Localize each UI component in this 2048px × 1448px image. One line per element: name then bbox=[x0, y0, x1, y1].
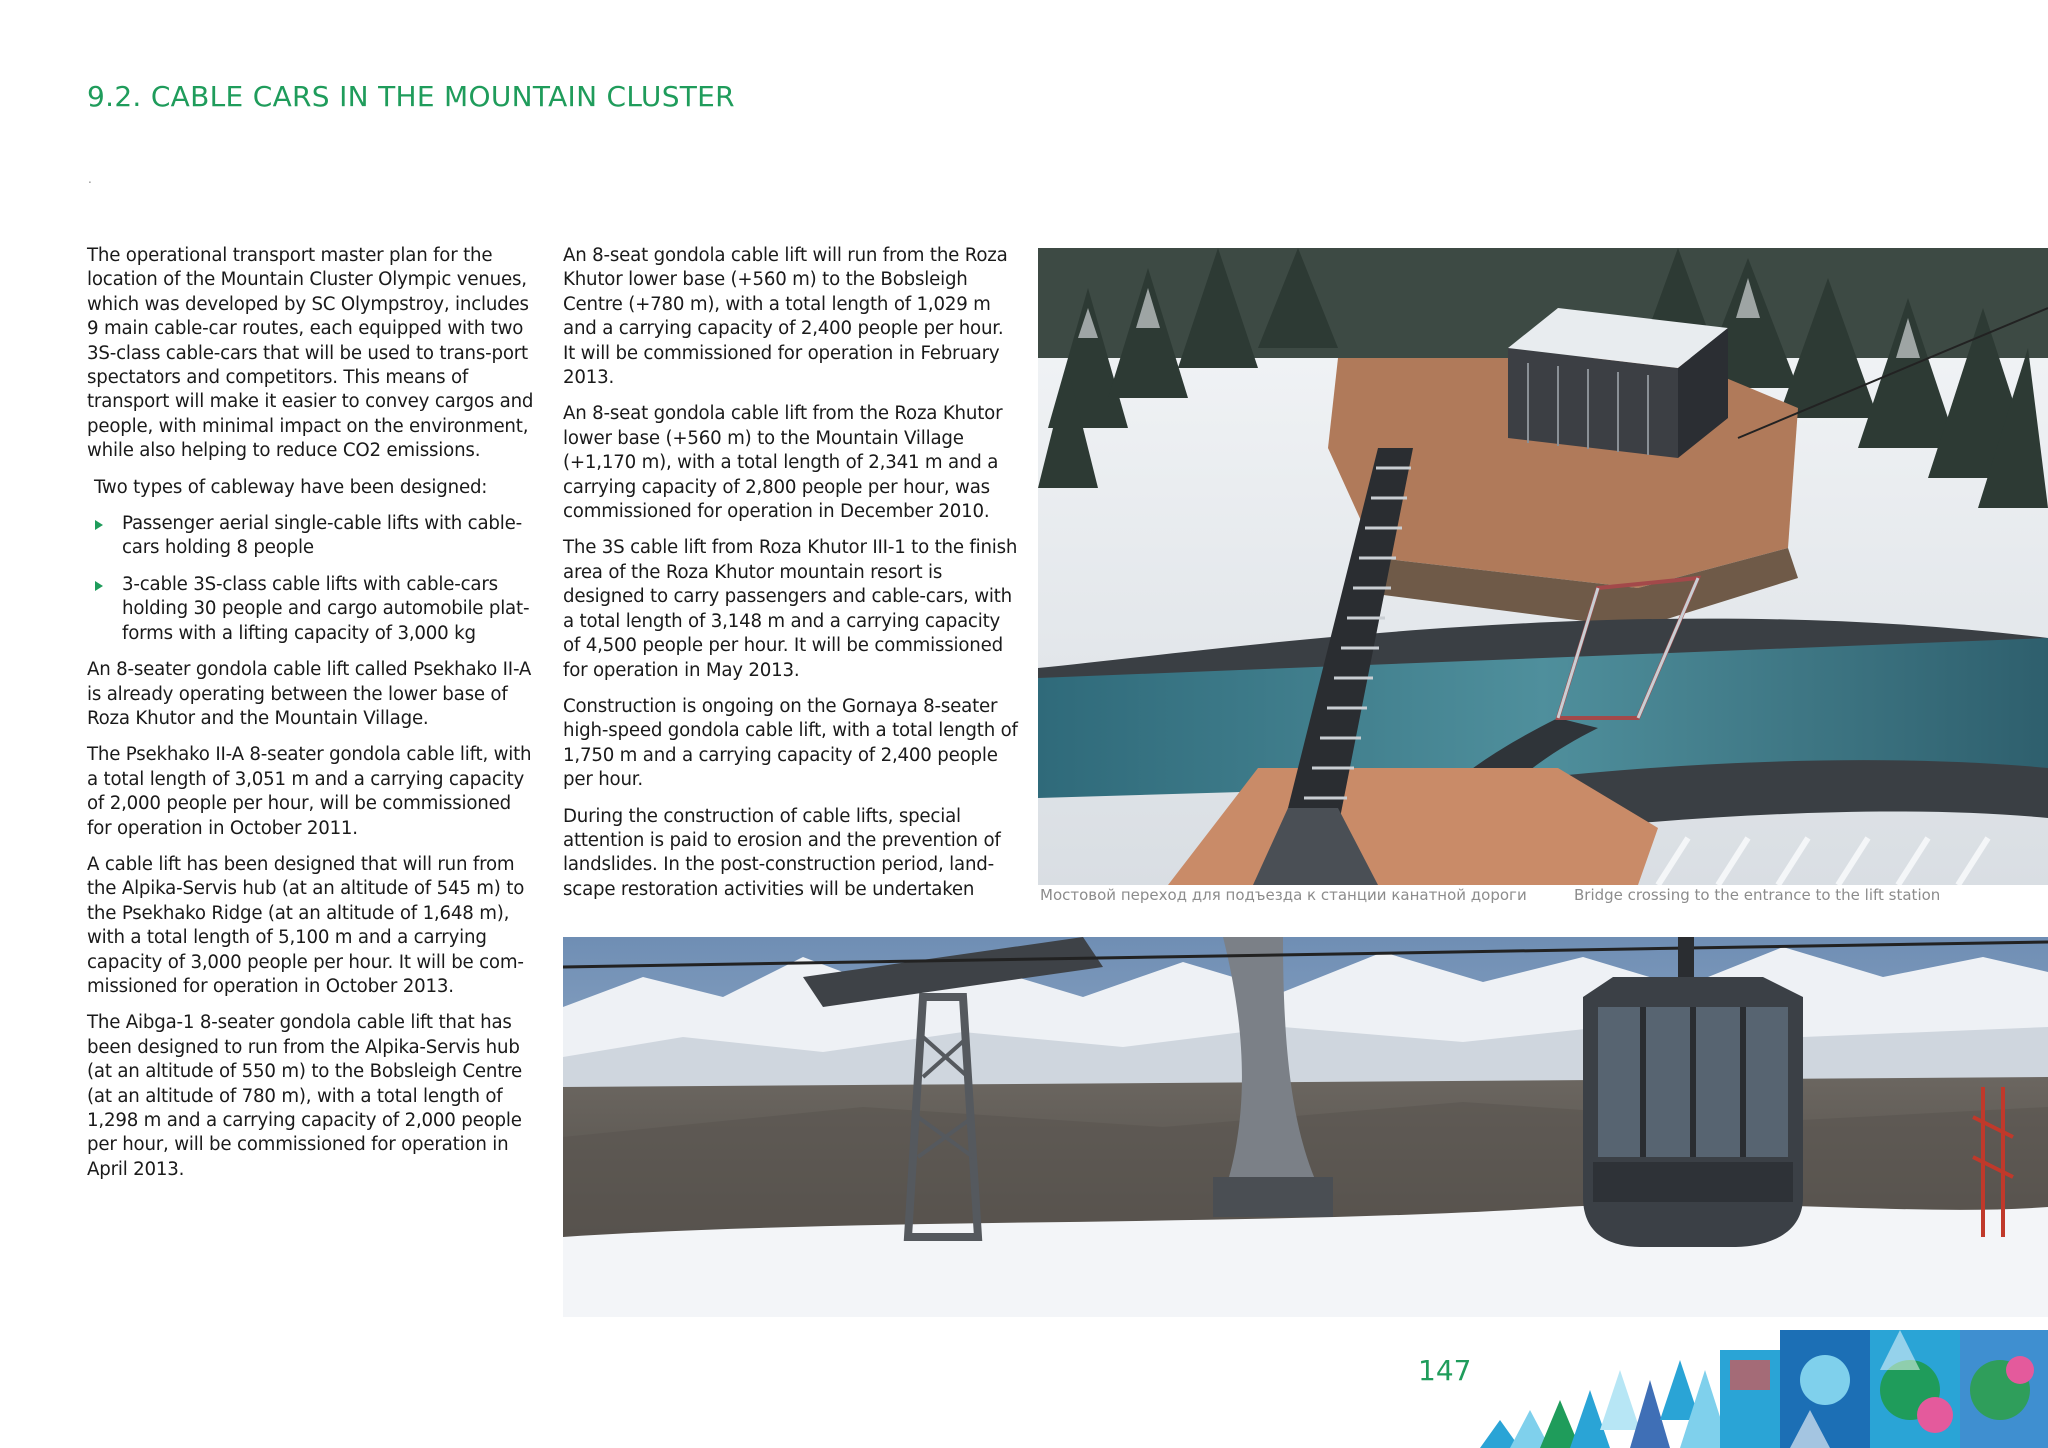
list-item bbox=[87, 512, 537, 561]
decorative-mosaic-ornament bbox=[1480, 1330, 2048, 1448]
triangle-bullet-icon bbox=[95, 520, 103, 530]
paragraph: Two types of cableway have been designed: bbox=[94, 476, 488, 498]
paragraph: An 8-seat gondola cable lift will run from the Roza Khutor lower base (+560 m) to the Bobsleigh Centre (+780 m), with a total length of 1,029 m and a carrying capacity of 2,400 people per hour. It will be commissioned for operation in February 2013. bbox=[563, 245, 1008, 389]
caption-english: Bridge crossing to the entrance to the lift station bbox=[1574, 886, 1941, 904]
gondola-photo bbox=[563, 937, 2048, 1317]
gondola-mountain-illustration bbox=[563, 937, 2048, 1317]
text-column-middle bbox=[563, 244, 1021, 914]
list-item-text: Passenger aerial single-cable lifts with cable-cars holding 8 people bbox=[122, 513, 522, 559]
paragraph: The 3S cable lift from Roza Khutor III-1 to the finish area of the Roza Khutor mountain resort is designed to carry passengers and cable-cars, with a total length of 3,148 m and a carrying capacity of 4,500 people per hour. It will be commissioned for operation in May 2013. bbox=[563, 537, 1018, 681]
bridge-render-image bbox=[1038, 248, 2048, 885]
page-number: 147 bbox=[1418, 1354, 1472, 1387]
paragraph: An 8-seater gondola cable lift called Psekhako II-A is already operating between the lower base of Roza Khutor and the Mountain Village. bbox=[87, 659, 532, 729]
paragraph: An 8-seat gondola cable lift from the Roza Khutor lower base (+560 m) to the Mountain Village (+1,170 m), with a total length of 2,341 m and a carrying capacity of 2,800 people per hour, was commissioned for operation in December 2010. bbox=[563, 403, 1003, 523]
list-item-text: 3-cable 3S-class cable lifts with cable-cars holding 30 people and cargo automobile plat-forms with a lifting capacity of 3,000 kg bbox=[122, 573, 530, 644]
paragraph: A cable lift has been designed that will run from the Alpika-Servis hub (at an altitude of 545 m) to the Psekhako Ridge (at an altitude of 1,648 m), with a total length of 5,100 m and a carrying capacity of 3,000 people per hour. It will be com-missioned for operation in October 2013. bbox=[87, 853, 525, 997]
triangle-bullet-icon bbox=[95, 581, 103, 591]
bullet-list bbox=[87, 512, 537, 646]
paragraph: Construction is ongoing on the Gornaya 8-seater high-speed gondola cable lift, with a total length of 1,750 m and a carrying capacity of 2,400 people per hour. bbox=[563, 695, 1018, 791]
paragraph: The operational transport master plan for the location of the Mountain Cluster Olympic venues, which was developed by SC Olympstroy, includes 9 main cable-car routes, each equipped with two 3S-class cable-cars that will be used to trans-port spectators and competitors. This means of transport will make it easier to convey cargos and people, with minimal impact on the environment, while also helping to reduce CO2 emissions. bbox=[87, 245, 534, 462]
mosaic-pattern-icon bbox=[1480, 1330, 2048, 1448]
paragraph: The Psekhako II-A 8-seater gondola cable lift, with a total length of 3,051 m and a carrying capacity of 2,000 people per hour, will be commissioned for operation in October 2011. bbox=[87, 744, 532, 839]
caption-russian: Мостовой переход для подъезда к станции канатной дороги bbox=[1040, 886, 1527, 904]
bridge-render-illustration bbox=[1038, 248, 2048, 885]
page-title: 9.2. CABLE CARS IN THE MOUNTAIN CLUSTER bbox=[87, 80, 735, 113]
paragraph: The Aibga-1 8-seater gondola cable lift that has been designed to run from the Alpika-Servis hub (at an altitude of 550 m) to the Bobsleigh Centre (at an altitude of 780 m), with a total length of 1,298 m and a carrying capacity of 2,000 people per hour, will be commissioned for operation in April 2013. bbox=[87, 1012, 523, 1180]
text-column-left bbox=[87, 244, 537, 1194]
list-item bbox=[87, 573, 537, 646]
dot-mark: . bbox=[88, 172, 92, 186]
paragraph: During the construction of cable lifts, special attention is paid to erosion and the prevention of landslides. In the post-construction period, land-scape restoration activities will be undertaken bbox=[563, 805, 1001, 900]
